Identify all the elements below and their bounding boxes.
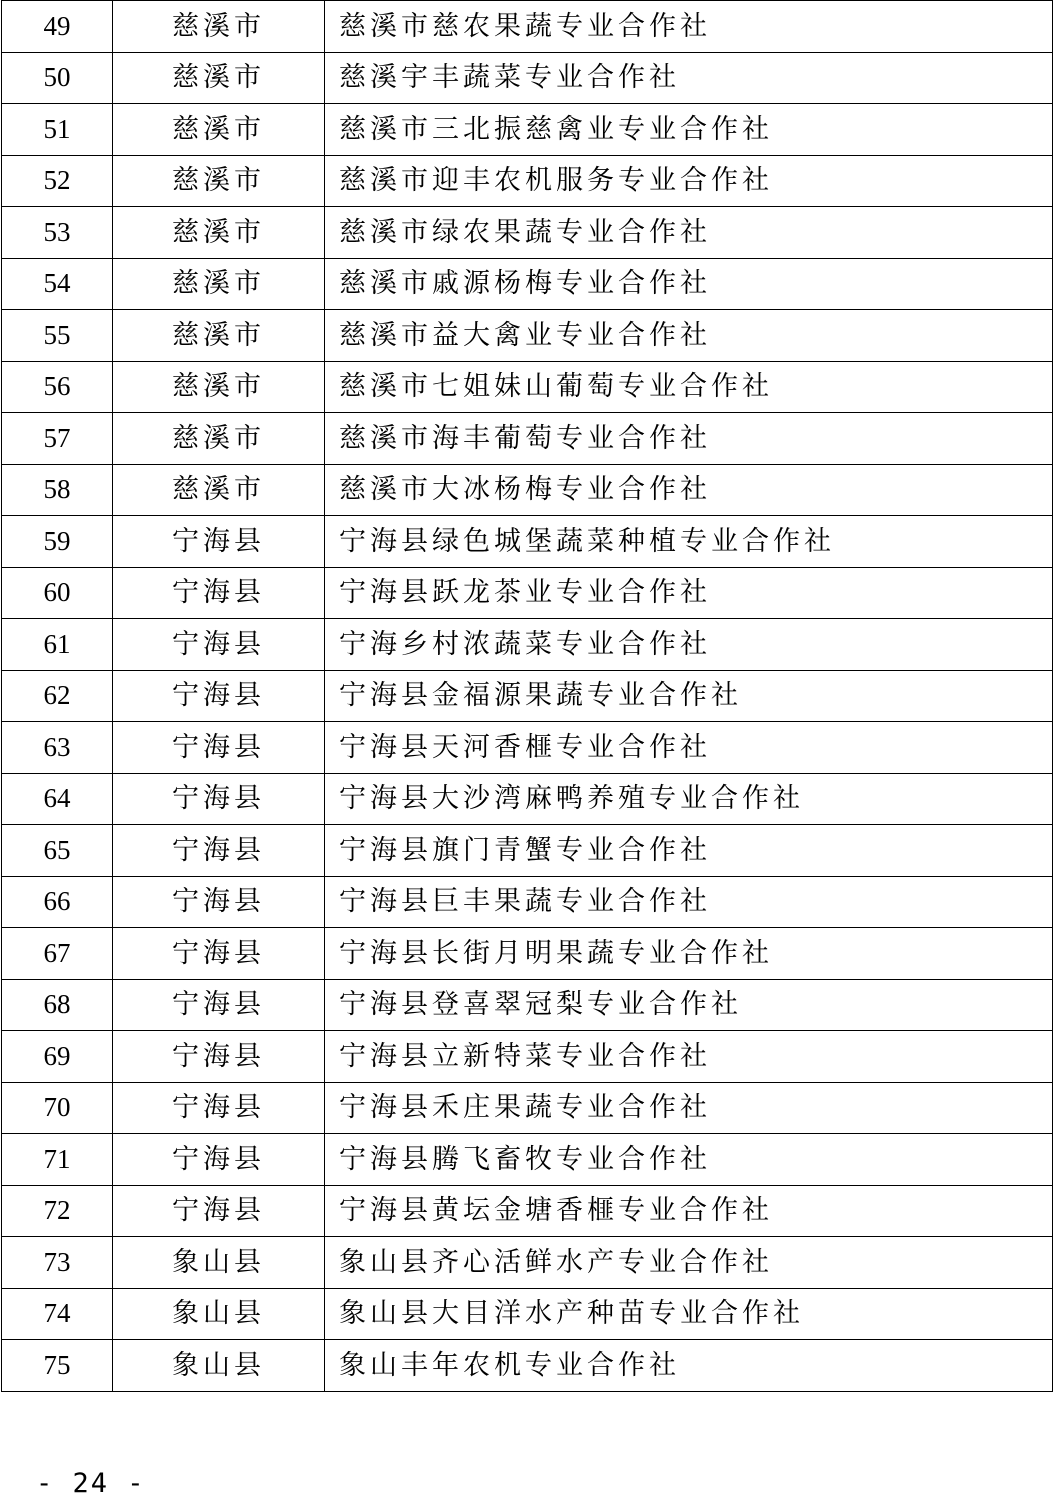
row-number-cell: 71 — [2, 1134, 113, 1186]
row-number-cell: 51 — [2, 104, 113, 156]
cooperative-name-cell: 慈溪市益大禽业专业合作社 — [325, 310, 1053, 362]
cooperative-name-cell: 象山县大目洋水产种苗专业合作社 — [325, 1288, 1053, 1340]
row-number-cell: 60 — [2, 567, 113, 619]
row-number-cell: 56 — [2, 361, 113, 413]
cooperative-name-cell: 宁海县黄坛金塘香榧专业合作社 — [325, 1185, 1053, 1237]
table-row — [2, 516, 1053, 568]
cooperative-name-cell: 宁海县腾飞畜牧专业合作社 — [325, 1134, 1053, 1186]
table-row — [2, 876, 1053, 928]
cooperative-name-cell: 象山县齐心活鲜水产专业合作社 — [325, 1237, 1053, 1289]
row-number-cell: 61 — [2, 619, 113, 671]
table-row — [2, 1185, 1053, 1237]
cooperative-name-cell: 慈溪市慈农果蔬专业合作社 — [325, 1, 1053, 53]
table-row — [2, 1, 1053, 53]
table-row — [2, 619, 1053, 671]
row-number-cell: 75 — [2, 1340, 113, 1392]
county-cell: 慈溪市 — [113, 155, 325, 207]
row-number-cell: 59 — [2, 516, 113, 568]
cooperative-name-cell: 慈溪市戚源杨梅专业合作社 — [325, 258, 1053, 310]
table-row — [2, 1237, 1053, 1289]
row-number-cell: 64 — [2, 773, 113, 825]
county-cell: 象山县 — [113, 1237, 325, 1289]
cooperative-name-cell: 慈溪市大冰杨梅专业合作社 — [325, 464, 1053, 516]
table-row — [2, 670, 1053, 722]
cooperative-name-cell: 宁海县立新特菜专业合作社 — [325, 1031, 1053, 1083]
cooperative-name-cell: 宁海县天河香榧专业合作社 — [325, 722, 1053, 774]
county-cell: 慈溪市 — [113, 361, 325, 413]
table-row — [2, 361, 1053, 413]
county-cell: 宁海县 — [113, 979, 325, 1031]
county-cell: 慈溪市 — [113, 104, 325, 156]
county-cell: 宁海县 — [113, 1134, 325, 1186]
row-number-cell: 68 — [2, 979, 113, 1031]
table-row — [2, 1134, 1053, 1186]
row-number-cell: 55 — [2, 310, 113, 362]
table-row — [2, 1340, 1053, 1392]
table-row — [2, 1288, 1053, 1340]
cooperative-name-cell: 慈溪宇丰蔬菜专业合作社 — [325, 52, 1053, 104]
table-row — [2, 567, 1053, 619]
cooperative-name-cell: 慈溪市绿农果蔬专业合作社 — [325, 207, 1053, 259]
table-row — [2, 464, 1053, 516]
cooperative-name-cell: 宁海县大沙湾麻鸭养殖专业合作社 — [325, 773, 1053, 825]
cooperative-name-cell: 象山丰年农机专业合作社 — [325, 1340, 1053, 1392]
row-number-cell: 53 — [2, 207, 113, 259]
cooperative-name-cell: 宁海县跃龙茶业专业合作社 — [325, 567, 1053, 619]
county-cell: 宁海县 — [113, 1082, 325, 1134]
table-row — [2, 722, 1053, 774]
cooperative-name-cell: 宁海县登喜翠冠梨专业合作社 — [325, 979, 1053, 1031]
cooperative-name-cell: 宁海县绿色城堡蔬菜种植专业合作社 — [325, 516, 1053, 568]
cooperative-name-cell: 慈溪市三北振慈禽业专业合作社 — [325, 104, 1053, 156]
county-cell: 宁海县 — [113, 876, 325, 928]
cooperative-name-cell: 宁海乡村浓蔬菜专业合作社 — [325, 619, 1053, 671]
county-cell: 象山县 — [113, 1340, 325, 1392]
table-row — [2, 310, 1053, 362]
page-number: - 24 - — [36, 1468, 146, 1499]
cooperative-name-cell: 慈溪市迎丰农机服务专业合作社 — [325, 155, 1053, 207]
row-number-cell: 50 — [2, 52, 113, 104]
county-cell: 宁海县 — [113, 1031, 325, 1083]
county-cell: 宁海县 — [113, 1185, 325, 1237]
row-number-cell: 49 — [2, 1, 113, 53]
table-row — [2, 1082, 1053, 1134]
row-number-cell: 73 — [2, 1237, 113, 1289]
row-number-cell: 58 — [2, 464, 113, 516]
county-cell: 宁海县 — [113, 516, 325, 568]
cooperative-name-cell: 慈溪市海丰葡萄专业合作社 — [325, 413, 1053, 465]
row-number-cell: 69 — [2, 1031, 113, 1083]
cooperatives-table — [1, 0, 1053, 1392]
county-cell: 宁海县 — [113, 773, 325, 825]
table-row — [2, 52, 1053, 104]
county-cell: 慈溪市 — [113, 52, 325, 104]
row-number-cell: 57 — [2, 413, 113, 465]
county-cell: 慈溪市 — [113, 258, 325, 310]
county-cell: 慈溪市 — [113, 1, 325, 53]
table-row — [2, 104, 1053, 156]
table-row — [2, 1031, 1053, 1083]
table-row — [2, 773, 1053, 825]
row-number-cell: 63 — [2, 722, 113, 774]
cooperative-name-cell: 慈溪市七姐妹山葡萄专业合作社 — [325, 361, 1053, 413]
county-cell: 宁海县 — [113, 722, 325, 774]
county-cell: 慈溪市 — [113, 464, 325, 516]
county-cell: 宁海县 — [113, 928, 325, 980]
row-number-cell: 65 — [2, 825, 113, 877]
row-number-cell: 70 — [2, 1082, 113, 1134]
table-row — [2, 155, 1053, 207]
cooperative-name-cell: 宁海县禾庄果蔬专业合作社 — [325, 1082, 1053, 1134]
table-row — [2, 979, 1053, 1031]
row-number-cell: 66 — [2, 876, 113, 928]
county-cell: 宁海县 — [113, 567, 325, 619]
county-cell: 慈溪市 — [113, 413, 325, 465]
county-cell: 慈溪市 — [113, 207, 325, 259]
row-number-cell: 67 — [2, 928, 113, 980]
row-number-cell: 72 — [2, 1185, 113, 1237]
row-number-cell: 52 — [2, 155, 113, 207]
table-body — [2, 1, 1053, 1392]
table-row — [2, 825, 1053, 877]
cooperative-name-cell: 宁海县旗门青蟹专业合作社 — [325, 825, 1053, 877]
county-cell: 慈溪市 — [113, 310, 325, 362]
table-row — [2, 258, 1053, 310]
cooperative-name-cell: 宁海县巨丰果蔬专业合作社 — [325, 876, 1053, 928]
county-cell: 宁海县 — [113, 619, 325, 671]
table-row — [2, 928, 1053, 980]
cooperative-name-cell: 宁海县长街月明果蔬专业合作社 — [325, 928, 1053, 980]
table-row — [2, 207, 1053, 259]
cooperative-name-cell: 宁海县金福源果蔬专业合作社 — [325, 670, 1053, 722]
county-cell: 象山县 — [113, 1288, 325, 1340]
table-row — [2, 413, 1053, 465]
row-number-cell: 62 — [2, 670, 113, 722]
row-number-cell: 74 — [2, 1288, 113, 1340]
county-cell: 宁海县 — [113, 825, 325, 877]
county-cell: 宁海县 — [113, 670, 325, 722]
row-number-cell: 54 — [2, 258, 113, 310]
